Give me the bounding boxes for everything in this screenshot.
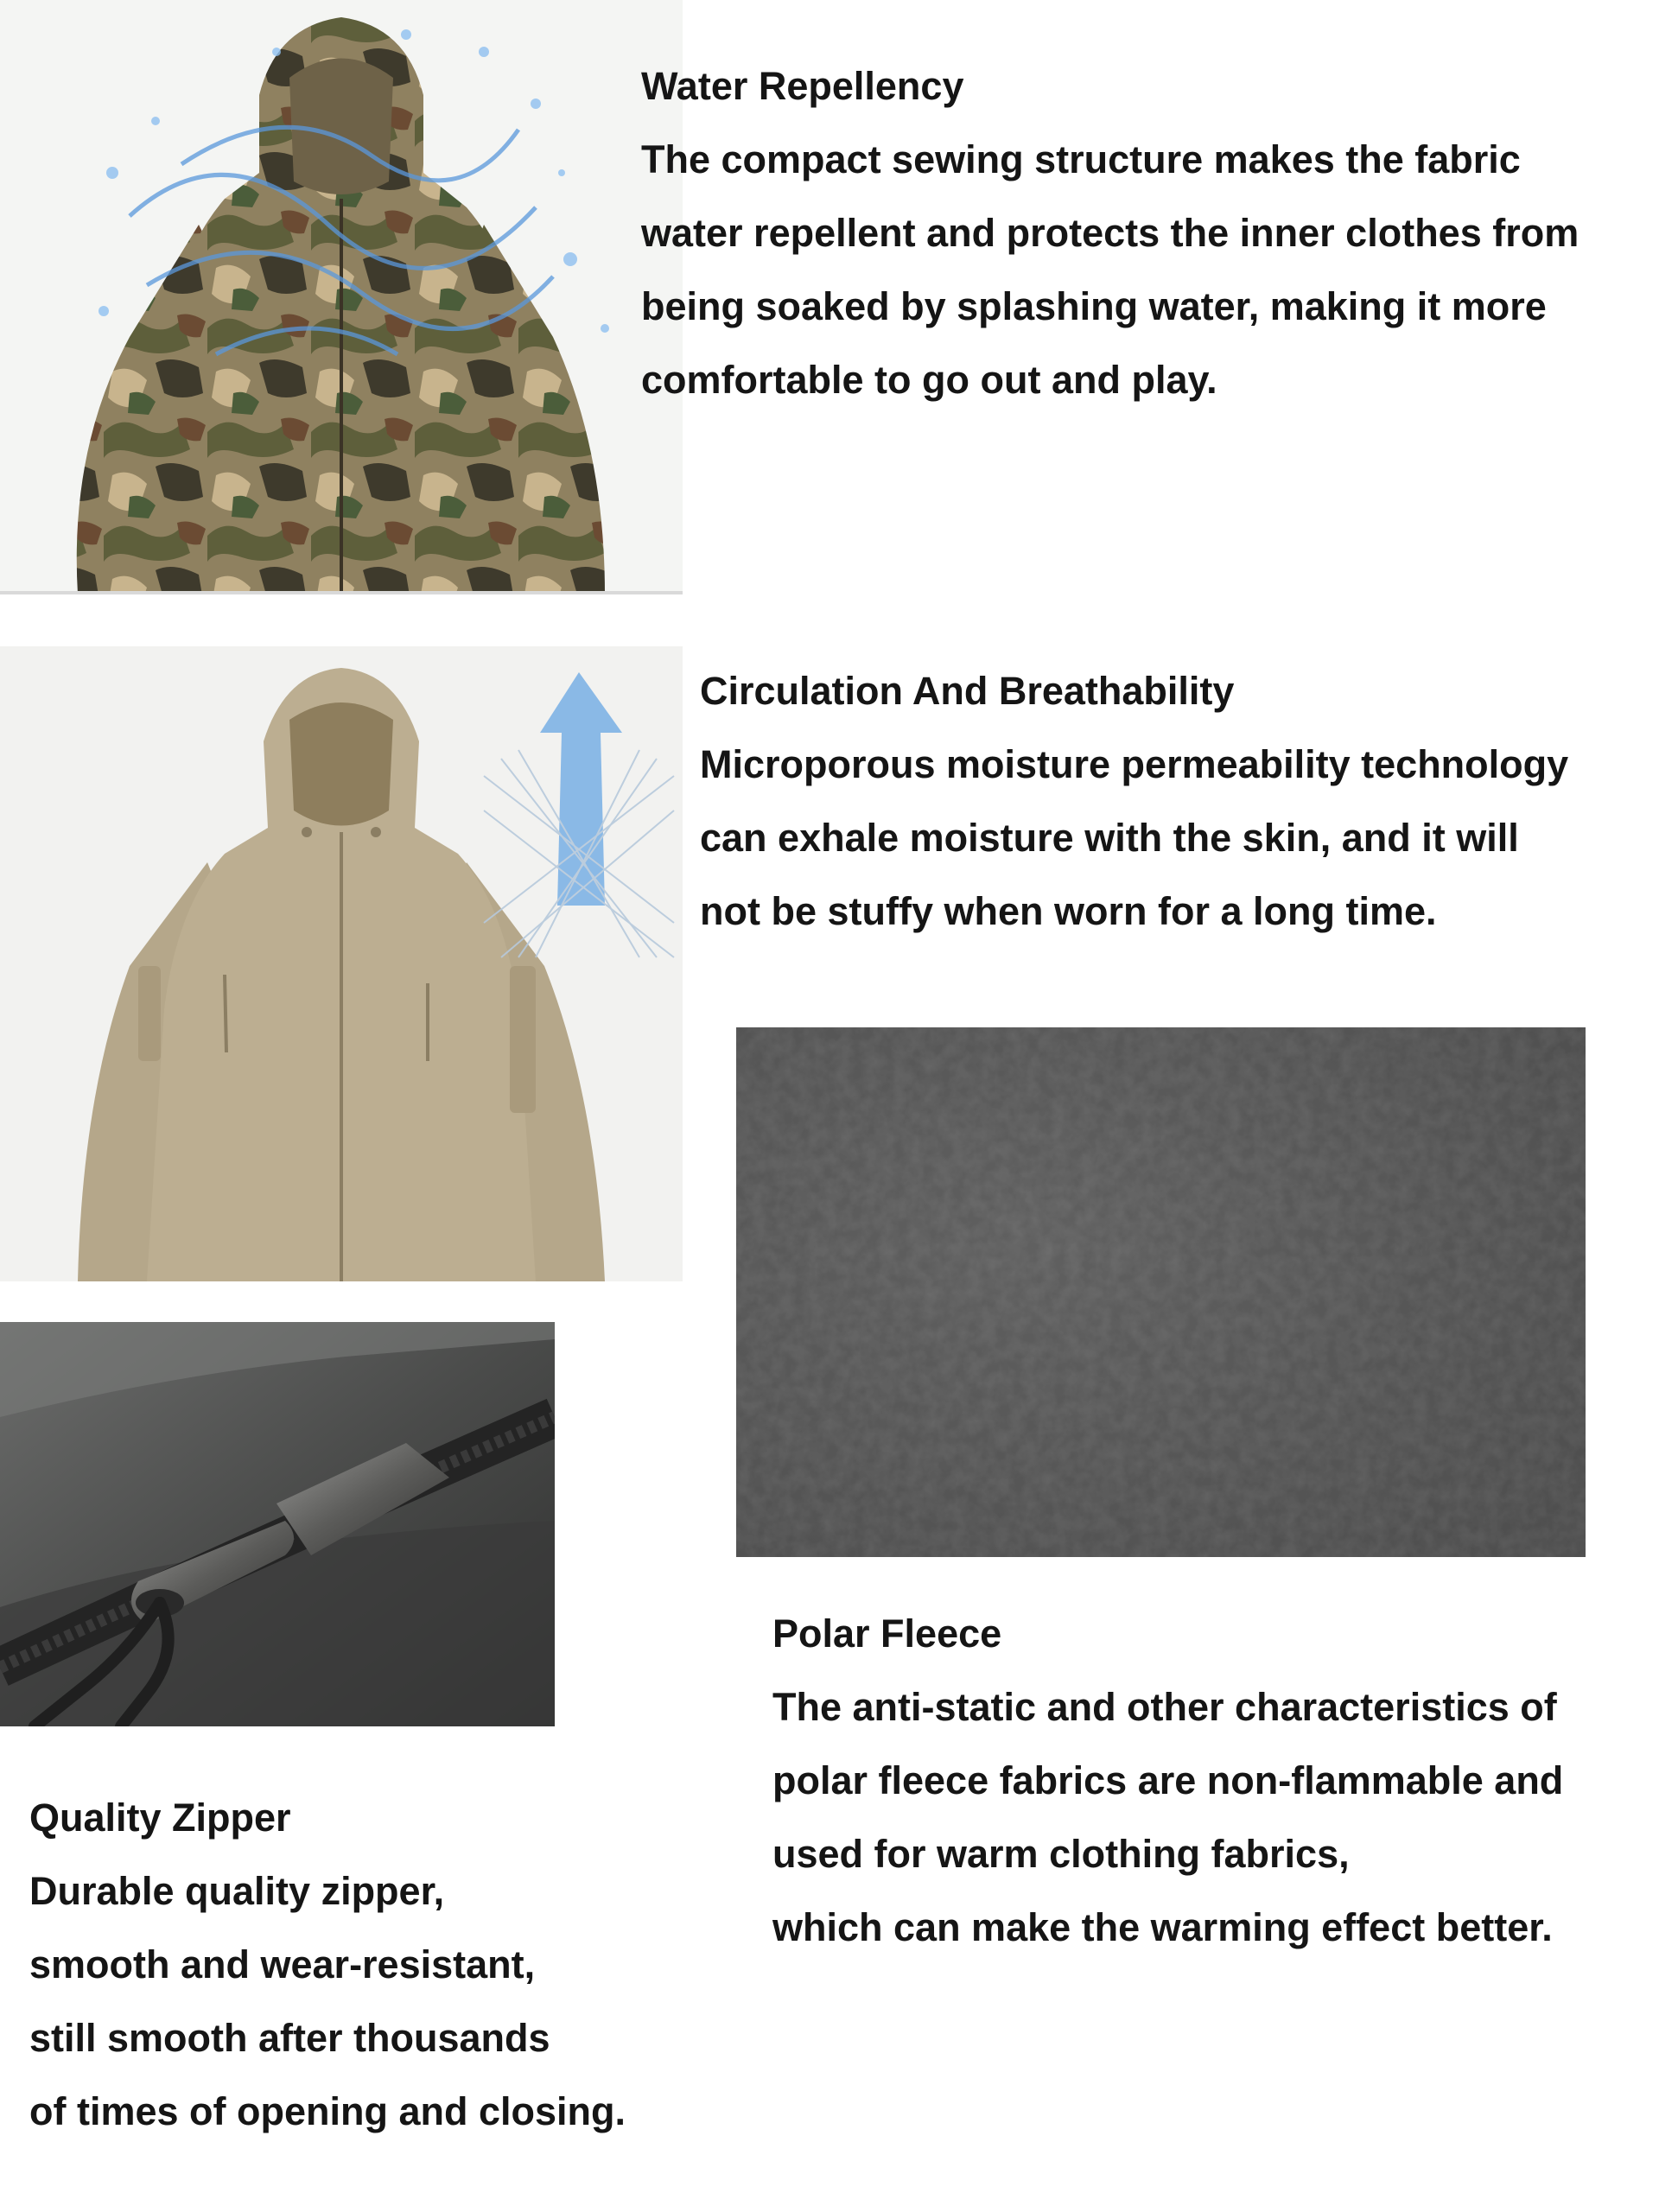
quality-zipper-line: of times of opening and closing.: [29, 2089, 626, 2133]
khaki-jacket-photo: [0, 646, 683, 1281]
breathability-title: Circulation And Breathability: [700, 669, 1235, 713]
quality-zipper-line: Durable quality zipper,: [29, 1869, 445, 1913]
water-repellency-title: Water Repellency: [641, 64, 964, 108]
breathability-arrow: [484, 672, 674, 957]
water-repellency-line: water repellent and protects the inner clothes from: [641, 211, 1580, 255]
polar-fleece-section: [772, 1597, 1563, 1964]
quality-zipper-section: [29, 1781, 626, 2148]
quality-zipper-line: still smooth after thousands: [29, 2016, 550, 2060]
polar-fleece-photo: [736, 1027, 1586, 1557]
water-repellency-line: The compact sewing structure makes the fabric: [641, 137, 1521, 181]
polar-fleece-title: Polar Fleece: [772, 1611, 1002, 1656]
water-repellency-line: comfortable to go out and play.: [641, 358, 1217, 402]
quality-zipper-line: smooth and wear-resistant,: [29, 1942, 536, 1986]
fleece-texture: [736, 1027, 1586, 1557]
polar-fleece-line: polar fleece fabrics are non-flammable and: [772, 1758, 1564, 1802]
khaki-jacket-illustration: [0, 646, 683, 1281]
quality-zipper-title: Quality Zipper: [29, 1796, 291, 1840]
polar-fleece-line: used for warm clothing fabrics,: [772, 1832, 1350, 1876]
polar-fleece-line: The anti-static and other characteristics of: [772, 1685, 1557, 1729]
water-repellency-line: being soaked by splashing water, making it more: [641, 284, 1547, 328]
zipper-closeup-photo: [0, 1322, 555, 1726]
breathability-line: not be stuffy when worn for a long time.: [700, 889, 1437, 933]
breathability-line: can exhale moisture with the skin, and it will: [700, 816, 1519, 860]
breathability-section: [700, 654, 1568, 948]
breathability-line: Microporous moisture permeability technology: [700, 742, 1569, 786]
camo-jacket-photo: [0, 0, 683, 594]
camo-jacket-illustration: [0, 0, 683, 594]
zipper-illustration: [0, 1322, 555, 1726]
polar-fleece-line: which can make the warming effect better.: [772, 1905, 1553, 1949]
water-repellency-section: [641, 49, 1579, 416]
